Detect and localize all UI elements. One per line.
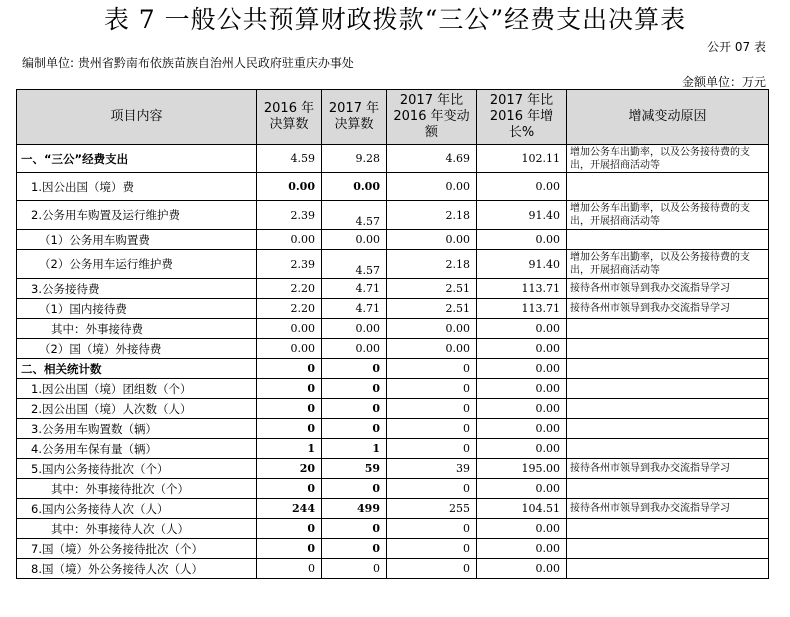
row-name: 6.国内公务接待人次（人） [17,499,257,519]
cell-growth: 0.00 [477,399,567,419]
cell-2017: 0 [322,379,387,399]
cell-reason [567,419,769,439]
header-2017: 2017 年决算数 [322,90,387,145]
row-name: 其中：外事接待人次（人） [17,519,257,539]
row-name: （2）公务用车运行维护费 [17,250,257,279]
cell-change: 0.00 [387,230,477,250]
cell-2016: 2.20 [257,299,322,319]
header-reason: 增减变动原因 [567,90,769,145]
cell-growth: 0.00 [477,479,567,499]
row-name: 1.因公出国（境）团组数（个） [17,379,257,399]
table-row [17,519,769,539]
cell-change: 2.18 [387,250,477,279]
cell-2016: 0.00 [257,319,322,339]
cell-growth: 0.00 [477,339,567,359]
cell-growth: 0.00 [477,379,567,399]
cell-2017: 0.00 [322,319,387,339]
table-row [17,379,769,399]
cell-change: 4.69 [387,145,477,173]
row-name: 其中：外事接待费 [17,319,257,339]
cell-change: 2.51 [387,299,477,319]
cell-reason: 增加公务车出勤率，以及公务接待费的支出，开展招商活动等 [567,250,769,279]
cell-growth: 0.00 [477,539,567,559]
cell-2016: 0 [257,419,322,439]
row-name: 2.公务用车购置及运行维护费 [17,201,257,230]
cell-change: 0 [387,419,477,439]
cell-2016: 1 [257,439,322,459]
cell-reason [567,319,769,339]
cell-reason [567,359,769,379]
cell-2017: 4.57 [322,250,387,279]
cell-2017: 499 [322,499,387,519]
cell-2016: 2.39 [257,250,322,279]
cell-2016: 20 [257,459,322,479]
compiling-unit: 编制单位: 贵州省黔南布依族苗族自治州人民政府驻重庆办事处 [22,56,354,70]
table-row [17,299,769,319]
cell-2017: 0 [322,419,387,439]
cell-2017: 59 [322,459,387,479]
row-name: 7.国（境）外公务接待批次（个） [17,539,257,559]
cell-2017: 4.71 [322,299,387,319]
row-name: 一、“三公”经费支出 [17,145,257,173]
cell-growth: 104.51 [477,499,567,519]
table-row [17,230,769,250]
header-growth: 2017 年比 2016 年增长% [477,90,567,145]
cell-growth: 0.00 [477,519,567,539]
cell-growth: 91.40 [477,201,567,230]
cell-growth: 0.00 [477,359,567,379]
cell-change: 0.00 [387,173,477,201]
row-name: 5.国内公务接待批次（个） [17,459,257,479]
cell-2017: 0 [322,559,387,579]
cell-change: 39 [387,459,477,479]
table-row [17,559,769,579]
table-row [17,419,769,439]
cell-reason: 接待各州市领导到我办交流指导学习 [567,279,769,299]
cell-reason [567,339,769,359]
table-header-row [17,90,769,145]
cell-2017: 4.71 [322,279,387,299]
cell-change: 0 [387,479,477,499]
cell-reason [567,173,769,201]
row-name: 4.公务用车保有量（辆） [17,439,257,459]
cell-change: 2.51 [387,279,477,299]
row-name: （2）国（境）外接待费 [17,339,257,359]
cell-2017: 0 [322,399,387,419]
cell-2016: 2.20 [257,279,322,299]
cell-2017: 0.00 [322,230,387,250]
cell-change: 0 [387,519,477,539]
row-name: 2.因公出国（境）人次数（人） [17,399,257,419]
cell-2017: 1 [322,439,387,459]
cell-change: 0 [387,359,477,379]
cell-reason [567,399,769,419]
cell-growth: 0.00 [477,439,567,459]
table-row [17,479,769,499]
cell-growth: 113.71 [477,299,567,319]
table-row [17,459,769,479]
table-row [17,201,769,230]
cell-2017: 9.28 [322,145,387,173]
cell-2017: 0 [322,519,387,539]
header-item: 项目内容 [17,90,257,145]
row-name: 3.公务用车购置数（辆） [17,419,257,439]
cell-2017: 0 [322,359,387,379]
cell-reason [567,519,769,539]
cell-reason: 接待各州市领导到我办交流指导学习 [567,499,769,519]
cell-change: 0 [387,559,477,579]
table-row [17,173,769,201]
table-row [17,279,769,299]
cell-2017: 0.00 [322,339,387,359]
cell-2017: 4.57 [322,201,387,230]
cell-growth: 0.00 [477,230,567,250]
cell-change: 0 [387,399,477,419]
row-name: 8.国（境）外公务接待人次（人） [17,559,257,579]
table-row [17,250,769,279]
cell-2016: 0.00 [257,339,322,359]
cell-reason: 增加公务车出勤率，以及公务接待费的支出，开展招商活动等 [567,201,769,230]
cell-2016: 0 [257,359,322,379]
cell-reason [567,559,769,579]
cell-change: 0.00 [387,319,477,339]
cell-2016: 0 [257,559,322,579]
form-number: 公开 07 表 [707,40,766,54]
cell-reason [567,230,769,250]
cell-growth: 91.40 [477,250,567,279]
cell-2017: 0.00 [322,173,387,201]
cell-2016: 0 [257,379,322,399]
cell-growth: 195.00 [477,459,567,479]
cell-2016: 244 [257,499,322,519]
row-name: 1.因公出国（境）费 [17,173,257,201]
cell-change: 0 [387,539,477,559]
row-name: 其中：外事接待批次（个） [17,479,257,499]
cell-growth: 113.71 [477,279,567,299]
cell-growth: 0.00 [477,559,567,579]
row-name: （1）国内接待费 [17,299,257,319]
cell-reason [567,479,769,499]
cell-2017: 0 [322,479,387,499]
row-name: 3.公务接待费 [17,279,257,299]
table-row [17,399,769,419]
cell-2017: 0 [322,539,387,559]
cell-2016: 2.39 [257,201,322,230]
header-2016: 2016 年决算数 [257,90,322,145]
cell-change: 0 [387,439,477,459]
cell-growth: 102.11 [477,145,567,173]
row-name: （1）公务用车购置费 [17,230,257,250]
cell-2016: 0 [257,479,322,499]
cell-growth: 0.00 [477,173,567,201]
report-title: 表 7 一般公共预算财政拨款“三公”经费支出决算表 [103,5,687,34]
cell-2016: 0 [257,399,322,419]
table-row [17,439,769,459]
cell-change: 0 [387,379,477,399]
cell-reason [567,379,769,399]
table-row [17,145,769,173]
table-row [17,499,769,519]
cell-2016: 0.00 [257,230,322,250]
money-unit: 金额单位：万元 [681,75,766,89]
cell-2016: 4.59 [257,145,322,173]
table-row [17,339,769,359]
header-change: 2017 年比 2016 年变动额 [387,90,477,145]
cell-reason: 增加公务车出勤率，以及公务接待费的支出，开展招商活动等 [567,145,769,173]
cell-growth: 0.00 [477,319,567,339]
cell-change: 255 [387,499,477,519]
cell-2016: 0.00 [257,173,322,201]
table-row [17,319,769,339]
cell-change: 0.00 [387,339,477,359]
cell-2016: 0 [257,519,322,539]
cell-change: 2.18 [387,201,477,230]
row-name: 二、相关统计数 [17,359,257,379]
expense-table [16,89,769,579]
cell-reason: 接待各州市领导到我办交流指导学习 [567,299,769,319]
cell-growth: 0.00 [477,419,567,439]
cell-reason [567,539,769,559]
table-row [17,359,769,379]
cell-reason: 接待各州市领导到我办交流指导学习 [567,459,769,479]
cell-2016: 0 [257,539,322,559]
cell-reason [567,439,769,459]
table-row [17,539,769,559]
